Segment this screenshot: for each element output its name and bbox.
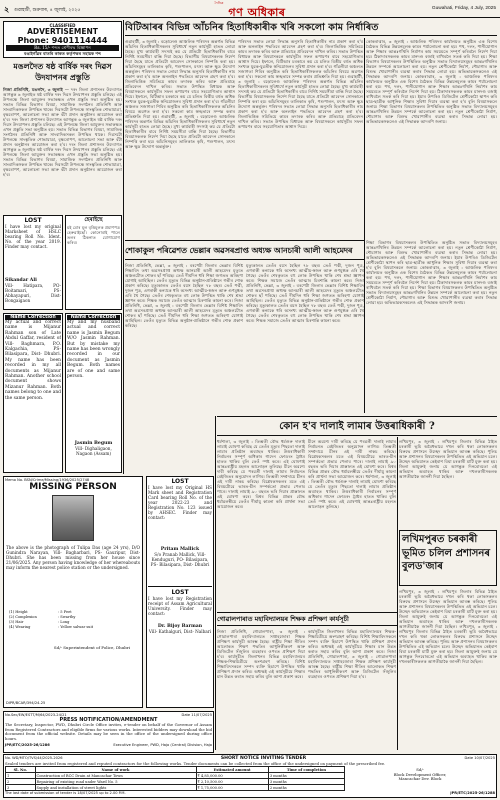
nit-cell: 1 bbox=[6, 773, 36, 779]
nit-cell: Construction of RCC Drain at Mancachar Town bbox=[35, 773, 196, 779]
right-col-text-4: শিক্ষা বিভাগৰ বিষয়াসকলৰ উপস্থিতিত অনুষ্ঠিত সভাত বিদ্যালয়সমূহৰ আন্তঃগাঁথনিৰ উন্নয়ন সম্পৰ্কে আলোচনা কৰা হয়। নতুন শ্ৰেণীকোঠা নিৰ্মাণ, শৌচাগাৰ আৰু বিশুদ্ধ খোৱাপানীৰ ব্যৱস্থা কৰাৰ সিদ্ধান্ত লোৱা হয়। অভিভাৱকসকলেও এই সিদ্ধান্তক আদৰণি জনায়। bbox=[366, 285, 497, 305]
left-story-byline: নিজা প্ৰতিনিধি, মঙলদৈ, ৩ জুলাই bbox=[3, 87, 63, 92]
missing-cell: : 5 Feet bbox=[57, 609, 72, 614]
top-story-text-1c: গুৱাহাটী, ৩ জুলাই : বড়োলেণ্ড আঞ্চলিক পৰিষদৰ অন্তৰ্গত বিভিন্ন আঁচনিৰ হিতাধিকাৰীসকলৰ সুবিধাৰ্থে নতুন কাৰ্যসূচী হাতত লোৱা হৈছে। মুখ্য কাৰ্যবাহী সদস্যই কয় যে প্ৰতিটো হিতাধিকাৰীৰ বাবে নিৰ্দিষ্ট সময়সীমা বান্ধি দিয়া হৈছে। বিভাগীয় বিষয়াসকলক নিৰ্দেশ দিয়া হৈছে যাতে প্ৰতিটো আবেদন সোনকালে নিষ্পত্তি কৰা হয়। আঁচনিসমূহৰ তালিকাত কৃষি, পশুপালন, মৎস্য আৰু ক্ষুদ্ৰ উদ্যোগ অন্তৰ্ভুক্ত। bbox=[238, 74, 363, 109]
mid-headline: শোকাকুল পৰিৱেশত ভেল্লাৰ অৱসৰপ্ৰাপ্ত অধ্যক্ষ আনচাৰী আলী আহমেদৰ bbox=[125, 240, 365, 260]
nit-signature bbox=[345, 766, 495, 791]
top-headline: বিটিআৰৰ বিভিন্ন আঁচনিৰ হিতাধিকাৰীক খৰি সকলো কাম নিৰ্ধাৰিত bbox=[125, 20, 497, 36]
right-side-text-1: লখিমপুৰ, ৩ জুলাই : লখিমপুৰ জিলাৰ বিভিন্ন ঠাইত চৰকাৰী ভূমি অবৈধভাৱে দখল কৰি থকা লোকসকলৰ বিৰুদ্ধে প্ৰশাসনে উচ্ছেদ অভিযান আৰম্ভ কৰিছে। পুলিচ আৰু প্ৰশাসনৰ বিষয়াসকলৰ উপস্থিতিত এই অভিযান চলে। bbox=[399, 439, 497, 459]
right-side-text-6: উচ্ছেদ অভিযানত কেইবাশ বিঘা চৰকাৰী মাটি মুক্ত কৰা হয়। জিলা আয়ুক্তই জনায় যে আগন্তুক দিনবোৰতো এই অভিযান অব্যাহত থাকিব আৰু দখলকাৰীসকলক আগতীয়াকৈ জাননী দিয়া হৈছিল। bbox=[399, 644, 497, 664]
lost-assamese-body: মই মোৰ মূল বৃত্তিমূলক প্ৰমাণপত্ৰ হেৰুৱাইছোঁ। কোনোবাই পালে তলৰ ঠিকনাত যোগাযোগ কৰিব। bbox=[67, 225, 120, 245]
press-ref: No.Sec/EW/ESTT/M/64/2023-24/21 bbox=[5, 713, 67, 717]
nit-header-cell: Estimated amount bbox=[196, 767, 268, 773]
left-story-text-repeat: দৰং জিলা প্ৰশাসনৰ উদ্যোগত আগন্তুক ৬ জুলাইত ষষ্ঠ বাৰ্ষিক দৰং দিৱস উদযাপনৰ প্ৰস্তুতি চলিছে। এই উপলক্ষে জিলা আয়ুক্তৰ সভাকক্ষত এখন প্ৰস্তুতি সভা অনুষ্ঠিত হয়। সভাত বিভিন্ন বিভাগৰ বিষয়া, সামাজিক সংগঠনৰ প্ৰতিনিধি আৰু সাংবাদিকসকল উপস্থিত থাকে। দিৱসটো উপলক্ষে সাংস্কৃতিক শোভাযাত্ৰা, বৃক্ষৰোপণ, আলোচনা সভা আৰু বঁটা প্ৰদান অনুষ্ঠানৰ আয়োজন কৰা হ'ব। bbox=[3, 117, 122, 147]
short-nit-notice bbox=[3, 754, 497, 798]
top-story-text-1b: গুৱাহাটী, ৩ জুলাই : বড়োলেণ্ড আঞ্চলিক পৰিষদৰ অন্তৰ্গত বিভিন্ন আঁচনিৰ হিতাধিকাৰীসকলৰ সুবিধাৰ্থে নতুন কাৰ্যসূচী হাতত লোৱা হৈছে। মুখ্য কাৰ্যবাহী সদস্যই কয় যে প্ৰতিটো হিতাধিকাৰীৰ বাবে নিৰ্দিষ্ট সময়সীমা বান্ধি দিয়া হৈছে। বিভাগীয় বিষয়াসকলক নিৰ্দেশ দিয়া হৈছে যাতে প্ৰতিটো আবেদন সোনকালে নিষ্পত্তি কৰা হয়। আঁচনিসমূহৰ তালিকাত কৃষি, পশুপালন, মৎস্য আৰু ক্ষুদ্ৰ উদ্যোগ অন্তৰ্ভুক্ত। bbox=[125, 114, 235, 149]
lost-mid-body-2: I have lost my Registration receipt of Assam Agricultural University. Finder may contact: bbox=[148, 596, 212, 616]
lost-address: Vill- Hatipara, PO- Boitamari, PS- Abhayapuri, Dist- Bongaigaon bbox=[5, 283, 61, 303]
left-date: গুৱাহাটী, শুক্ৰবাৰ, ৪ জুলাই, ২০২৫ bbox=[14, 8, 81, 13]
missing-cell: : Long bbox=[57, 619, 70, 624]
lost-title: LOST bbox=[24, 217, 42, 224]
column-rule bbox=[397, 437, 398, 750]
lost-mid-body: I have lost my Original HS Mark sheet and Registration Card bearing Roll No. of the year 2022-23 and Registration No. 123 issued by AHSEC. Finder may contact: bbox=[148, 485, 212, 520]
who-text-1: ধৰ্মশালা, ৩ জুলাই : তিব্বতী বৌদ্ধ ধৰ্মগুৰু দালাই লামাই ঘোষণা কৰিছে যে তেওঁৰ মৃত্যুৰ পিছতো দালাই লামাৰ প্ৰতিষ্ঠান অব্যাহত থাকিব। উত্তৰাধিকাৰী নিৰ্বাচনৰ সম্পূৰ্ণ অধিকাৰ গাদেন ফোডৰং ট্ৰাষ্টৰ হাতত থাকিব বুলি তেওঁ স্পষ্ট কৰে। এই ঘোষণাই আন্তঃৰাষ্ট্ৰীয় মহলত আলোড়ন তুলিছে। bbox=[217, 439, 305, 469]
mid-story-text-2c: মৃত্যুকালত তেওঁৰ বয়স হৈছিল ৭৮ বছৰ। তেওঁ পত্নী, দুজন পুত্ৰ, এগৰাকী কন্যাকে ধৰি অসংখ্য আত্মীয়-স্বজন আৰু গুণমুগ্ধক এৰি থৈ গৈছে। তেওঁৰ শেষকৃত্যত বহু লোক উপস্থিত থাকি শেষ শ্ৰদ্ধা জ্ঞাপন কৰে। শিক্ষক সমাজে তেওঁৰ আত্মাৰ চিৰশান্তি কামনা কৰে। bbox=[246, 303, 364, 323]
masthead bbox=[0, 0, 500, 18]
nit-table-row bbox=[6, 785, 345, 791]
classified-heading: ADVERTISEMENT bbox=[27, 27, 98, 36]
bottom-text-2: কাৰ্যসূচীত জিলাখনৰ বিভিন্ন মহাবিদ্যালয়ৰ শিক্ষক-শিক্ষয়িত্ৰীয়ে অংশগ্ৰহণ কৰিছে। বিশিষ্ট শিক্ষাবিদসকলে সম্পদ ব্যক্তি হিচাপে উপস্থিত থাকি প্ৰশিক্ষণ প্ৰদান কৰিব। অধ্যক্ষই এই কাৰ্যসূচীয়ে শিক্ষাৰ মান উন্নত কৰাত সহায় কৰিব বুলি আশা প্ৰকাশ কৰে। bbox=[217, 654, 305, 679]
missing-sign: Sd/- Superintendent of Police, Dhubri bbox=[53, 645, 131, 650]
nit-footer: JPR/ETC/2025-26/1288 bbox=[450, 791, 495, 795]
nit-ref: No. WD/MTO/TVS/44/2025-2026 bbox=[5, 756, 63, 760]
lost-assamese-title: হেৰাইছে bbox=[84, 217, 103, 223]
classified-rate: Rs. 15/- শব্দত শ্ৰেণীবদ্ধ বিজ্ঞাপন bbox=[6, 45, 119, 51]
top-story-text-2: পৰিষদৰ সভাত লোৱা সিদ্ধান্ত অনুসৰি হিতাধিকাৰীৰ নাম প্ৰকাশ কৰা হ'ব আৰু অনলাইন পদ্ধতিৰে আবেদন গ্ৰহণ কৰা হ'ব। জিলাভিত্তিক সমিতিয়ে কামৰ তদাৰক কৰিব আৰু প্ৰতিমাহে প্ৰতিবেদন দাখিল কৰিব। সভাত উপস্থিত বিধায়ক আৰু বিষয়াসকলে কাৰ্যসূচীৰ সফল ৰূপায়ণৰ বাবে সহযোগিতাৰ আশ্বাস দিয়ে। bbox=[125, 69, 235, 99]
lost-name: Sikandar Ali bbox=[5, 278, 37, 283]
top-story-text-2c: পৰিষদৰ সভাত লোৱা সিদ্ধান্ত অনুসৰি হিতাধিকাৰীৰ নাম প্ৰকাশ কৰা হ'ব আৰু অনলাইন পদ্ধতিৰে আবেদন গ্ৰহণ কৰা হ'ব। জিলাভিত্তিক সমিতিয়ে কামৰ তদাৰক কৰিব আৰু প্ৰতিমাহে প্ৰতিবেদন দাখিল কৰিব। সভাত উপস্থিত বিধায়ক আৰু বিষয়াসকলে কাৰ্যসূচীৰ সফল ৰূপায়ণৰ বাবে সহযোগিতাৰ আশ্বাস দিয়ে। bbox=[238, 104, 363, 129]
right-top-text-b: শিক্ষা বিভাগৰ বিষয়াসকলৰ উপস্থিতিত অনুষ্ঠিত সভাত বিদ্যালয়সমূহৰ আন্তঃগাঁথনিৰ উন্নয়ন সম্পৰ্কে আলোচনা কৰা হয়। নতুন শ্ৰেণীকোঠা নিৰ্মাণ, শৌচাগাৰ আৰু বিশুদ্ধ খোৱাপানীৰ ব্যৱস্থা কৰাৰ সিদ্ধান্ত লোৱা হয়। অভিভাৱকসকলেও এই সিদ্ধান্তক আদৰণি জনায়। bbox=[366, 54, 497, 79]
logo-small: দৈনিক bbox=[214, 1, 224, 5]
mid-story-text-1: নিজা প্ৰতিনিধি, ভেল্লা, ৩ জুলাই : বৰপেটা জিলাৰ ভেল্লাৰ বিশিষ্ট শিক্ষাবিদ তথা অৱসৰপ্ৰাপ্ত অধ্যক্ষ আনচাৰী আলী আহমেদৰ মৃত্যুত অঞ্চলটোত শোকৰ ছাঁ পৰিছে। তেওঁ দীৰ্ঘদিন ধৰি শিক্ষা জগতত অৰিহণা যোগাই আহিছিল। তেওঁৰ মৃত্যুত বিভিন্ন অনুষ্ঠান-প্ৰতিষ্ঠানে গভীৰ শোক প্ৰকাশ কৰিছে। bbox=[125, 263, 243, 288]
left-story-text-repeat-2: দৰং জিলা প্ৰশাসনৰ উদ্যোগত আগন্তুক ৬ জুলাইত ষষ্ঠ বাৰ্ষিক দৰং দিৱস উদযাপনৰ প্ৰস্তুতি চলিছে। এই উপলক্ষে জিলা আয়ুক্তৰ সভাকক্ষত এখন প্ৰস্তুতি সভা অনুষ্ঠিত হয়। সভাত বিভিন্ন বিভাগৰ বিষয়া, সামাজিক সংগঠনৰ প্ৰতিনিধি আৰু সাংবাদিকসকল উপস্থিত থাকে। দিৱসটো উপলক্ষে সাংস্কৃতিক শোভাযাত্ৰা, বৃক্ষৰোপণ, আলোচনা সভা আৰু বঁটা প্ৰদান অনুষ্ঠানৰ আয়োজন কৰা হ'ব। bbox=[3, 142, 122, 177]
missing-cell: : Yellow salwar suit bbox=[57, 624, 94, 629]
nit-title: SHORT NOTICE INVITING TENDER bbox=[220, 756, 307, 761]
press-footer: JPR/ETC/2025-26/1286 bbox=[5, 743, 50, 747]
right-top-text: কোকৰাঝাৰ, ৩ জুলাই : আঞ্চলিক পৰিষদৰ কাৰ্যালয়ত অনুষ্ঠিত এক বিশেষ বৈঠকত বিভিন্ন উন্নয়নমূলক কামৰ পৰ্যালোচনা কৰা হয়। পথ, দলং, পানীযোগান আৰু শিক্ষাৰ আন্তঃগাঁথনি নিৰ্মাণৰ কাম সময়মতে সম্পূৰ্ণ কৰিবলৈ নিৰ্দেশ দিয়া হয়। ঠিকাদাৰসকলক কামৰ মানদণ্ড বজাই ৰাখিবলৈ সতৰ্ক কৰি দিয়া হয়। bbox=[366, 39, 497, 59]
top-story-text-3: ইফালে, বিটিআৰ চৰকাৰে কয় যে চলিত বিত্তীয় বৰ্ষত অধিক সংখ্যক যুৱক-যুৱতীক স্বনিয়োজনৰ সুবিধা প্ৰদান কৰা হ'ব। গাঁৱলীয়া অঞ্চলত সজাগতা শিবিৰ অনুষ্ঠিত কৰি হিতাধিকাৰীসকলক আঁচনিৰ বিষয়ে অৱগত কৰা হ'ব। সকলো কাম স্বচ্ছতাৰে সম্পন্ন কৰাৰ প্ৰতিশ্ৰুতি দিয়া হয়। bbox=[125, 94, 235, 119]
left-story-headline: মঙলদৈত ষষ্ঠ বাৰ্ষিক দৰং দিৱস উদযাপনৰ প্ৰস্তুতি bbox=[13, 61, 112, 82]
right-side-story-bottom bbox=[399, 589, 497, 749]
missing-details-table bbox=[8, 609, 118, 629]
right-side-text-4: উচ্ছেদ অভিযানত কেইবাশ বিঘা চৰকাৰী মাটি মুক্ত কৰা হয়। জিলা আয়ুক্তই জনায় যে আগন্তুক দিনবোৰতো এই অভিযান অব্যাহত থাকিব আৰু দখলকাৰীসকলক আগতীয়াকৈ জাননী দিয়া হৈছিল। bbox=[399, 609, 497, 629]
lost-mid-name: Pritam Mallick bbox=[160, 547, 200, 552]
logo-text: গণ অধিকাৰ bbox=[228, 6, 286, 19]
left-story-text: দৰং জিলা প্ৰশাসনৰ উদ্যোগত আগন্তুক ৬ জুলাইত ষষ্ঠ বাৰ্ষিক দৰং দিৱস উদযাপনৰ প্ৰস্তুতি চলিছে। এই উপলক্ষে জিলা আয়ুক্তৰ সভাকক্ষত এখন প্ৰস্তুতি সভা অনুষ্ঠিত হয়। সভাত বিভিন্ন বিভাগৰ বিষয়া, সামাজিক সংগঠনৰ প্ৰতিনিধি আৰু সাংবাদিকসকল উপস্থিত থাকে। দিৱসটো উপলক্ষে সাংস্কৃতিক শোভাযাত্ৰা, বৃক্ষৰোপণ, আলোচনা সভা আৰু বঁটা প্ৰদান অনুষ্ঠানৰ আয়োজন কৰা হ'ব। bbox=[3, 87, 122, 122]
who-headline: কোন হ'ব দালাই লামাৰ উত্তৰাধিকাৰী ? bbox=[217, 416, 497, 436]
mid-story-col-2 bbox=[246, 263, 364, 413]
who-story-col-2 bbox=[308, 439, 396, 609]
name-correction-title: Name Correction bbox=[5, 315, 61, 320]
right-side-text-3: লখিমপুৰ, ৩ জুলাই : লখিমপুৰ জিলাৰ বিভিন্ন ঠাইত চৰকাৰী ভূমি অবৈধভাৱে দখল কৰি থকা লোকসকলৰ বিৰুদ্ধে প্ৰশাসনে উচ্ছেদ অভিযান আৰম্ভ কৰিছে। পুলিচ আৰু প্ৰশাসনৰ বিষয়াসকলৰ উপস্থিতিত এই অভিযান চলে। bbox=[399, 589, 497, 609]
right-side-text-5: লখিমপুৰ, ৩ জুলাই : লখিমপুৰ জিলাৰ বিভিন্ন ঠাইত চৰকাৰী ভূমি অবৈধভাৱে দখল কৰি থকা লোকসকলৰ বিৰুদ্ধে প্ৰশাসনে উচ্ছেদ অভিযান আৰম্ভ কৰিছে। পুলিচ আৰু প্ৰশাসনৰ বিষয়াসকলৰ উপস্থিতিত এই অভিযান চলে। bbox=[399, 624, 497, 649]
missing-body: The above is the photograph of Tulipa Das (age 24 yrs), D/O Gunindra Narayan, Vill- Bagharbari, PS- Gauripur, Dist- Dhubri. She has been missing from her house since 21/06/2025. Any person having knowledge of her whereabouts may inform the nearest police station or the undersigned. bbox=[6, 545, 140, 570]
who-text-3: দালাই লামাই ৯০ বছৰত ভৰি দিয়াৰ প্ৰাক্কালত এই ঘোষণা কৰে। বিশ্বৰ বিভিন্ন প্ৰান্তৰ বৌদ্ধ ধৰ্মাৱলম্বীয়ে তেওঁৰ দীৰ্ঘায়ু কামনা কৰি প্ৰাৰ্থনা সভা আয়োজন কৰে। bbox=[217, 489, 305, 509]
name-correction-left bbox=[3, 313, 63, 473]
nit-note: The last date of submission of tender is 18/07/2025 up to 2.00 P.M. bbox=[5, 791, 126, 795]
who-story-col-1 bbox=[217, 439, 305, 609]
who-text-1b: ধৰ্মশালা, ৩ জুলাই : তিব্বতী বৌদ্ধ ধৰ্মগুৰু দালাই লামাই ঘোষণা কৰিছে যে তেওঁৰ মৃত্যুৰ পিছতো দালাই লামাৰ প্ৰতিষ্ঠান অব্যাহত থাকিব। উত্তৰাধিকাৰী নিৰ্বাচনৰ সম্পূৰ্ণ অধিকাৰ গাদেন ফোডৰং ট্ৰাষ্টৰ হাতত থাকিব বুলি তেওঁ স্পষ্ট কৰে। এই ঘোষণাই আন্তঃৰাষ্ট্ৰীয় মহলত আলোড়ন তুলিছে। bbox=[308, 474, 396, 509]
nit-sign-3: Mancachar Dev. Block bbox=[398, 776, 442, 782]
right-top-text-e: শিক্ষা বিভাগৰ বিষয়াসকলৰ উপস্থিতিত অনুষ্ঠিত সভাত বিদ্যালয়সমূহৰ আন্তঃগাঁথনিৰ উন্নয়ন সম্পৰ্কে আলোচনা কৰা হয়। নতুন শ্ৰেণীকোঠা নিৰ্মাণ, শৌচাগাৰ আৰু বিশুদ্ধ খোৱাপানীৰ ব্যৱস্থা কৰাৰ সিদ্ধান্ত লোৱা হয়। অভিভাৱকসকলেও এই সিদ্ধান্তক আদৰণি জনায়। bbox=[366, 104, 497, 124]
right-side-text-2: উচ্ছেদ অভিযানত কেইবাশ বিঘা চৰকাৰী মাটি মুক্ত কৰা হয়। জিলা আয়ুক্তই জনায় যে আগন্তুক দিনবোৰতো এই অভিযান অব্যাহত থাকিব আৰু দখলকাৰীসকলক আগতীয়াকৈ জাননী দিয়া হৈছিল। bbox=[399, 459, 497, 479]
nit-cell: ₹ 1,75,000.00 bbox=[196, 785, 268, 791]
nit-cell: 3 months bbox=[268, 773, 344, 779]
top-story-text-2b: পৰিষদৰ সভাত লোৱা সিদ্ধান্ত অনুসৰি হিতাধিকাৰীৰ নাম প্ৰকাশ কৰা হ'ব আৰু অনলাইন পদ্ধতিৰে আবেদন গ্ৰহণ কৰা হ'ব। জিলাভিত্তিক সমিতিয়ে কামৰ তদাৰক কৰিব আৰু প্ৰতিমাহে প্ৰতিবেদন দাখিল কৰিব। সভাত উপস্থিত বিধায়ক আৰু বিষয়াসকলে কাৰ্যসূচীৰ সফল ৰূপায়ণৰ বাবে সহযোগিতাৰ আশ্বাস দিয়ে। bbox=[238, 39, 363, 64]
press-notification bbox=[3, 711, 214, 753]
missing-cell: : Swarthy bbox=[57, 614, 76, 619]
nit-cell: 3 bbox=[6, 785, 36, 791]
right-top-text-c: কোকৰাঝাৰ, ৩ জুলাই : আঞ্চলিক পৰিষদৰ কাৰ্যালয়ত অনুষ্ঠিত এক বিশেষ বৈঠকত বিভিন্ন উন্নয়নমূলক কামৰ পৰ্যালোচনা কৰা হয়। পথ, দলং, পানীযোগান আৰু শিক্ষাৰ আন্তঃগাঁথনি নিৰ্মাণৰ কাম সময়মতে সম্পূৰ্ণ কৰিবলৈ নিৰ্দেশ দিয়া হয়। ঠিকাদাৰসকলক কামৰ মানদণ্ড বজাই ৰাখিবলৈ সতৰ্ক কৰি দিয়া হয়। bbox=[366, 74, 497, 99]
missing-cell: (1) Height bbox=[9, 609, 28, 614]
who-text-2: চীনে অৱশ্যে দাবী কৰিছে যে পৰৱৰ্তী দালাই লামাৰ নিৰ্বাচনত বেইজিঙৰ অনুমোদন লাগিব। তিব্বতী সম্প্ৰদায়ে চীনৰ এই দাবী নাকচ কৰিছে। বিশ্লেষকসকলৰ মতে এই বিষয়টোৱে ভাৰত-চীন সম্পৰ্কতো প্ৰভাৱ পেলাব পাৰে। bbox=[217, 464, 305, 494]
name-correction-body-2: My and my husband actual and correct name is Jasmin Begum W/O Jasmin Rahman. But by mistake my name has been wrongly recorded in our document as Jasmin Begum. Both names are of one and same person. bbox=[67, 320, 120, 380]
nit-cell: Supply and installation of street lights bbox=[35, 785, 196, 791]
mid-story-text-1c: নিজা প্ৰতিনিধি, ভেল্লা, ৩ জুলাই : বৰপেটা জিলাৰ ভেল্লাৰ বিশিষ্ট শিক্ষাবিদ তথা অৱসৰপ্ৰাপ্ত অধ্যক্ষ আনচাৰী আলী আহমেদৰ মৃত্যুত অঞ্চলটোত শোকৰ ছাঁ পৰিছে। তেওঁ দীৰ্ঘদিন ধৰি শিক্ষা জগতত অৰিহণা যোগাই আহিছিল। তেওঁৰ মৃত্যুত বিভিন্ন অনুষ্ঠান-প্ৰতিষ্ঠানে গভীৰ শোক প্ৰকাশ কৰিছে। bbox=[246, 278, 364, 308]
lost-mid-name-2: Dr. Bijoy Barman bbox=[157, 624, 203, 629]
left-story-body: নিজা প্ৰতিনিধি, মঙলদৈ, ৩ জুলাই — দৰং জিলা প্ৰশাসনৰ উদ্যোগত আগন্তুক ৬ জুলাইত ষষ্ঠ বাৰ্ষিক দৰং দিৱস উদযাপনৰ প্ৰস্তুতি চলিছে। এই উপলক্ষে জিলা আয়ুক্তৰ সভাকক্ষত এখন প্ৰস্তুতি সভা অনুষ্ঠিত হয়। সভাত বিভিন্ন বিভাগৰ বিষয়া, সামাজিক সংগঠনৰ প্ৰতিনিধি আৰু সাংবাদিকসকল উপস্থিত থাকে। দিৱসটো উপলক্ষে সাংস্কৃতিক শোভাযাত্ৰা, বৃক্ষৰোপণ, আলোচনা সভা আৰু বঁটা প্ৰদান অনুষ্ঠানৰ আয়োজন কৰা হ'ব। দৰং জিলা প্ৰশাসনৰ উদ্যোগত আগন্তুক ৬ জুলাইত ষষ্ঠ বাৰ্ষিক দৰং দিৱস উদযাপনৰ প্ৰস্তুতি চলিছে। এই উপলক্ষে জিলা আয়ুক্তৰ সভাকক্ষত এখন প্ৰস্তুতি সভা অনুষ্ঠিত হয়। সভাত বিভিন্ন বিভাগৰ বিষয়া, সামাজিক সংগঠনৰ প্ৰতিনিধি আৰু সাংবাদিকসকল উপস্থিত থাকে। দিৱসটো উপলক্ষে সাংস্কৃতিক শোভাযাত্ৰা, বৃক্ষৰোপণ, আলোচনা সভা আৰু বঁটা প্ৰদান অনুষ্ঠানৰ আয়োজন কৰা হ'ব। দৰং জিলা প্ৰশাসনৰ উদ্যোগত আগন্তুক ৬ জুলাইত ষষ্ঠ বাৰ্ষিক দৰং দিৱস উদযাপনৰ প্ৰস্তুতি চলিছে। এই উপলক্ষে জিলা আয়ুক্তৰ সভাকক্ষত এখন প্ৰস্তুতি সভা অনুষ্ঠিত হয়। সভাত বিভিন্ন বিভাগৰ বিষয়া, সামাজিক সংগঠনৰ প্ৰতিনিধি আৰু সাংবাদিকসকল উপস্থিত থাকে। দিৱসটো উপলক্ষে সাংস্কৃতিক শোভাযাত্ৰা, বৃক্ষৰোপণ, আলোচনা সভা আৰু বঁটা প্ৰদান অনুষ্ঠানৰ আয়োজন কৰা হ'ব। bbox=[3, 87, 122, 177]
top-story-text-3b: ইফালে, বিটিআৰ চৰকাৰে কয় যে চলিত বিত্তীয় বৰ্ষত অধিক সংখ্যক যুৱক-যুৱতীক স্বনিয়োজনৰ সুবিধা প্ৰদান কৰা হ'ব। গাঁৱলীয়া অঞ্চলত সজাগতা শিবিৰ অনুষ্ঠিত কৰি হিতাধিকাৰীসকলক আঁচনিৰ বিষয়ে অৱগত কৰা হ'ব। সকলো কাম স্বচ্ছতাৰে সম্পন্ন কৰাৰ প্ৰতিশ্ৰুতি দিয়া হয়। bbox=[238, 59, 363, 79]
mid-story-text-1b: নিজা প্ৰতিনিধি, ভেল্লা, ৩ জুলাই : বৰপেটা জিলাৰ ভেল্লাৰ বিশিষ্ট শিক্ষাবিদ তথা অৱসৰপ্ৰাপ্ত অধ্যক্ষ আনচাৰী আলী আহমেদৰ মৃত্যুত অঞ্চলটোত শোকৰ ছাঁ পৰিছে। তেওঁ দীৰ্ঘদিন ধৰি শিক্ষা জগতত অৰিহণা যোগাই আহিছিল। তেওঁৰ মৃত্যুত বিভিন্ন অনুষ্ঠান-প্ৰতিষ্ঠানে গভীৰ শোক প্ৰকাশ কৰিছে। bbox=[125, 298, 243, 328]
bottom-story-col-1 bbox=[217, 629, 305, 749]
lost-mid-addr-2: Vill- Kathalguri, Dist- Nalbari bbox=[148, 629, 212, 634]
name-correction-right bbox=[65, 313, 122, 473]
top-story-text-1: গুৱাহাটী, ৩ জুলাই : বড়োলেণ্ড আঞ্চলিক পৰিষদৰ অন্তৰ্গত বিভিন্ন আঁচনিৰ হিতাধিকাৰীসকলৰ সুবিধাৰ্থে নতুন কাৰ্যসূচী হাতত লোৱা হৈছে। মুখ্য কাৰ্যবাহী সদস্যই কয় যে প্ৰতিটো হিতাধিকাৰীৰ বাবে নিৰ্দিষ্ট সময়সীমা বান্ধি দিয়া হৈছে। বিভাগীয় বিষয়াসকলক নিৰ্দেশ দিয়া হৈছে যাতে প্ৰতিটো আবেদন সোনকালে নিষ্পত্তি কৰা হয়। আঁচনিসমূহৰ তালিকাত কৃষি, পশুপালন, মৎস্য আৰু ক্ষুদ্ৰ উদ্যোগ অন্তৰ্ভুক্ত। bbox=[125, 39, 235, 74]
mid-story-text-2b: মৃত্যুকালত তেওঁৰ বয়স হৈছিল ৭৮ বছৰ। তেওঁ পত্নী, দুজন পুত্ৰ, এগৰাকী কন্যাকে ধৰি অসংখ্য আত্মীয়-স্বজন আৰু গুণমুগ্ধক এৰি থৈ গৈছে। তেওঁৰ শেষকৃত্যত বহু লোক উপস্থিত থাকি শেষ শ্ৰদ্ধা জ্ঞাপন কৰে। শিক্ষক সমাজে তেওঁৰ আত্মাৰ চিৰশান্তি কামনা কৰে। bbox=[246, 263, 364, 283]
nit-header-cell: Time of completion bbox=[268, 767, 344, 773]
missing-person-notice bbox=[3, 476, 143, 708]
lost-body: I have lost my original Marksheet of HSLC bearing Roll No. Ident. No. of the year 2019. Finder may contact. bbox=[5, 224, 61, 249]
right-col-text-2: ইয়াৰ উপৰিও ডিজিটেল শ্ৰেণীকোঠা স্থাপন কৰি ছাত্ৰ-ছাত্ৰীক আধুনিক শিক্ষাৰ সুবিধা দিয়াৰ ব্যৱস্থা কৰা হ'ব বুলি বিষয়াসকলে জনায়। bbox=[366, 255, 497, 270]
lost-notice-assamese bbox=[65, 215, 122, 310]
missing-cell: (4) Wearing bbox=[9, 624, 31, 629]
right-col-text-3: কোকৰাঝাৰ, ৩ জুলাই : আঞ্চলিক পৰিষদৰ কাৰ্যালয়ত অনুষ্ঠিত এক বিশেষ বৈঠকত বিভিন্ন উন্নয়নমূলক কামৰ পৰ্যালোচনা কৰা হয়। পথ, দলং, পানীযোগান আৰু শিক্ষাৰ আন্তঃগাঁথনি নিৰ্মাণৰ কাম সময়মতে সম্পূৰ্ণ কৰিবলৈ নিৰ্দেশ দিয়া হয়। ঠিকাদাৰসকলক কামৰ মানদণ্ড বজাই ৰাখিবলৈ সতৰ্ক কৰি দিয়া হয়। bbox=[366, 265, 497, 290]
nit-sign-1: Sd/- bbox=[416, 767, 424, 772]
name-correction-sign: Jasmin Begum bbox=[74, 441, 113, 446]
mid-story-col-1 bbox=[125, 263, 243, 413]
nit-header-cell: Name of work bbox=[35, 767, 196, 773]
right-top-text-d: ইয়াৰ উপৰিও ডিজিটেল শ্ৰেণীকোঠা স্থাপন কৰি ছাত্ৰ-ছাত্ৰীক আধুনিক শিক্ষাৰ সুবিধা দিয়াৰ ব্যৱস্থা কৰা হ'ব বুলি বিষয়াসকলে জনায়। bbox=[366, 94, 497, 109]
page-number: ২ bbox=[4, 4, 10, 14]
column-rule bbox=[123, 20, 124, 474]
right-column-story bbox=[366, 240, 497, 413]
bottom-story-col-2 bbox=[308, 629, 396, 749]
mid-story-text-2: মৃত্যুকালত তেওঁৰ বয়স হৈছিল ৭৮ বছৰ। তেওঁ পত্নী, দুজন পুত্ৰ, এগৰাকী কন্যাকে ধৰি অসংখ্য আত্মীয়-স্বজন আৰু গুণমুগ্ধক এৰি থৈ গৈছে। তেওঁৰ শেষকৃত্যত বহু লোক উপস্থিত থাকি শেষ শ্ৰদ্ধা জ্ঞাপন কৰে। শিক্ষক সমাজে তেওঁৰ আত্মাৰ চিৰশান্তি কামনা কৰে। bbox=[125, 283, 243, 303]
right-top-story bbox=[366, 39, 497, 237]
nit-cell: 2 months bbox=[268, 785, 344, 791]
classified-kicker: CLASSIFIED bbox=[49, 23, 76, 28]
classified-phone: Phone: 9401114444 bbox=[17, 36, 108, 45]
press-body: The Secretary, Inspector, PWD, Dhubri Circle Office invites, e-tender on behalf of the Governor of Assam from Registered Contractors and eligible firms for various works. Interested bidders may download the bid document from the official website. Details may be seen in the office of the undersigned during office hours. bbox=[5, 723, 212, 741]
missing-memo: Memo No. BSN/Crime/Missing/1936/2025/2748 bbox=[5, 478, 90, 482]
classified-note: বঙাইগাঁৱৰ বাতৰি কাকত কৰ্তৃপক্ষৰ সহায়ক শব্দ bbox=[24, 50, 101, 56]
name-correction-body: My actual and correct name is Mijanur Rahman son of Late Abdul Gaffar, resident of Vill- Baghmara, P.O. Kalgachia, PS- Bilasipara, Dist- Dhubri. My name has been recorded in my all documents as Mijanur Rahman. Another school document shows Mizanur Rahman. Both names belong to one and the same person. bbox=[5, 320, 61, 401]
missing-cell: (2) Complexion bbox=[9, 614, 37, 619]
missing-row-wearing bbox=[8, 624, 118, 629]
newspaper-logo bbox=[190, 1, 310, 17]
nit-header-cell: Sl. No. bbox=[6, 767, 36, 773]
nit-cell: Repairing of existing road under Ward No. 5 bbox=[35, 779, 196, 785]
who-text-3b: দালাই লামাই ৯০ বছৰত ভৰি দিয়াৰ প্ৰাক্কালত এই ঘোষণা কৰে। বিশ্বৰ বিভিন্ন প্ৰান্তৰ বৌদ্ধ ধৰ্মাৱলম্বীয়ে তেওঁৰ দীৰ্ঘায়ু কামনা কৰি প্ৰাৰ্থনা সভা আয়োজন কৰে। bbox=[308, 459, 396, 479]
lost-notice-middle bbox=[146, 476, 214, 708]
column-rule bbox=[215, 416, 216, 750]
right-side-story-top bbox=[399, 439, 497, 527]
nit-cell: ₹ 4,85,000.00 bbox=[196, 773, 268, 779]
press-sign: Executive Engineer, PWD, Hajo (Central) Division, Hajo bbox=[113, 743, 212, 747]
name-correction-sign-addr: Vill- Dighaligaon, Nagaon (Assam) bbox=[75, 446, 112, 456]
nit-table bbox=[5, 766, 345, 791]
classified-box bbox=[3, 21, 122, 58]
lost-mid-addr: S/o Pranab Mallick, Vill- Kenduguri, PO- Bilasipara, PS- Bilasipara, Dist- Dhubri bbox=[150, 552, 210, 567]
press-date: Date 11/07/2025 bbox=[181, 713, 212, 717]
lost-notice-left bbox=[3, 215, 63, 310]
lakhimpur-headline: লখিমপুৰত চৰকাৰী ভূমিত চলিল প্ৰশাসনৰ বুলড'জাৰ bbox=[399, 530, 497, 586]
nit-sign-2: Block Development Officer, bbox=[393, 771, 447, 777]
name-correction-title-2: Name Correction bbox=[67, 315, 120, 320]
missing-photo bbox=[52, 495, 94, 541]
column-rule bbox=[364, 38, 365, 413]
nit-body: Sealed tenders are invited from registered and reputed contractors for the following works. Tender documents can be collected from the office of the undersigned on payment of the prescribed fee. bbox=[5, 761, 386, 766]
right-date: Guwahati, Friday, 4 July, 2025 bbox=[431, 6, 496, 11]
bottom-text-1b: নিজা প্ৰতিনিধি, গোৱালপাৰা, ৩ জুলাই : গোৱালপাৰা মহাবিদ্যালয়ত সপ্তাহজোৰা শিক্ষক প্ৰশিক্ষণ কাৰ্যসূচী আৰম্ভ হৈছে। ৰাষ্ট্ৰীয় শিক্ষা নীতিৰ আলোকত শিক্ষণ পদ্ধতিৰ আধুনিকীকৰণ আৰু ডিজিটেল সঁজুলিৰ ব্যৱহাৰৰ ওপৰত প্ৰশিক্ষণ দিয়া হ'ব। bbox=[308, 649, 396, 679]
missing-title: MISSING PERSON bbox=[29, 482, 117, 492]
lost-mid-title: LOST bbox=[171, 478, 189, 485]
who-text-2b: চীনে অৱশ্যে দাবী কৰিছে যে পৰৱৰ্তী দালাই লামাৰ নিৰ্বাচনত বেইজিঙৰ অনুমোদন লাগিব। তিব্বতী সম্প্ৰদায়ে চীনৰ এই দাবী নাকচ কৰিছে। বিশ্লেষকসকলৰ মতে এই বিষয়টোৱে ভাৰত-চীন সম্পৰ্কতো প্ৰভাৱ পেলাব পাৰে। bbox=[308, 439, 396, 464]
bottom-text-1: নিজা প্ৰতিনিধি, গোৱালপাৰা, ৩ জুলাই : গোৱালপাৰা মহাবিদ্যালয়ত সপ্তাহজোৰা শিক্ষক প্ৰশিক্ষণ কাৰ্যসূচী আৰম্ভ হৈছে। ৰাষ্ট্ৰীয় শিক্ষা নীতিৰ আলোকত শিক্ষণ পদ্ধতিৰ আধুনিকীকৰণ আৰু ডিজিটেল সঁজুলিৰ ব্যৱহাৰৰ ওপৰত প্ৰশিক্ষণ দিয়া হ'ব। bbox=[217, 629, 305, 659]
nit-cell: 2 bbox=[6, 779, 36, 785]
lost-mid-title-2: LOST bbox=[171, 589, 189, 596]
press-title: PRESS NOTIFICATION/AMENDMENT bbox=[59, 717, 158, 723]
missing-cell: (3) Hair bbox=[9, 619, 24, 624]
bottom-text-2b: কাৰ্যসূচীত জিলাখনৰ বিভিন্ন মহাবিদ্যালয়ৰ শিক্ষক-শিক্ষয়িত্ৰীয়ে অংশগ্ৰহণ কৰিছে। বিশিষ্ট শিক্ষাবিদসকলে সম্পদ ব্যক্তি হিচাপে উপস্থিত থাকি প্ৰশিক্ষণ প্ৰদান কৰিব। অধ্যক্ষই এই কাৰ্যসূচীয়ে শিক্ষাৰ মান উন্নত কৰাত সহায় কৰিব বুলি আশা প্ৰকাশ কৰে। bbox=[308, 629, 396, 654]
nit-cell: 3 months bbox=[268, 779, 344, 785]
top-story-col-2 bbox=[238, 39, 363, 237]
top-story-col-1 bbox=[125, 39, 235, 237]
missing-footer: DIPR/BCAR/394/24-25 bbox=[6, 701, 46, 705]
right-col-text-1: শিক্ষা বিভাগৰ বিষয়াসকলৰ উপস্থিতিত অনুষ্ঠিত সভাত বিদ্যালয়সমূহৰ আন্তঃগাঁথনিৰ উন্নয়ন সম্পৰ্কে আলোচনা কৰা হয়। নতুন শ্ৰেণীকোঠা নিৰ্মাণ, শৌচাগাৰ আৰু বিশুদ্ধ খোৱাপানীৰ ব্যৱস্থা কৰাৰ সিদ্ধান্ত লোৱা হয়। অভিভাৱকসকলেও এই সিদ্ধান্তক আদৰণি জনায়। bbox=[366, 240, 497, 260]
nit-date: Date 10/07/2025 bbox=[464, 756, 495, 760]
bottom-headline: গোৱালপাৰাত মহাবিদ্যালয়ৰ শিক্ষক প্ৰশিক্ষণ কাৰ্যসূচী bbox=[217, 612, 397, 626]
nit-cell: ₹ 2,10,500.00 bbox=[196, 779, 268, 785]
